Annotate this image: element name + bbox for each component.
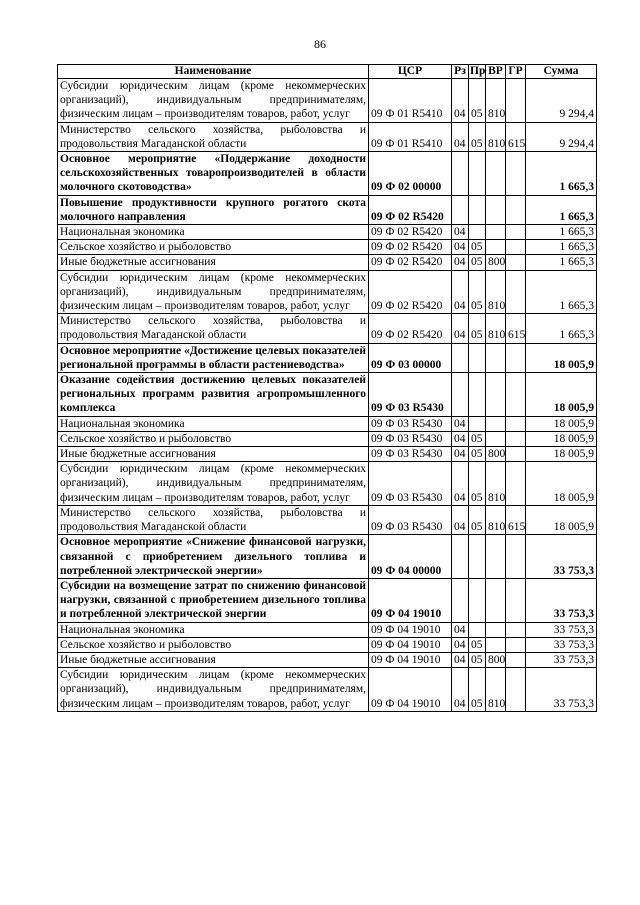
table-row	[58, 622, 597, 637]
row-name: Сельское хозяйство и рыболовство	[58, 240, 369, 255]
row-vr	[486, 637, 506, 652]
row-rz: 04	[452, 270, 469, 314]
table-row	[58, 122, 597, 151]
row-gr: 615	[506, 314, 526, 343]
row-name: Иные бюджетные ассигнования	[58, 652, 369, 667]
row-vr: 800	[486, 447, 506, 462]
row-name: Субсидии юридическим лицам (кроме некоммерческих организаций), индивидуальным предпринимателям, физическим лицам – производителям товаров, работ, услуг	[58, 79, 369, 123]
row-name: Национальная экономика	[58, 416, 369, 431]
row-pr: 05	[469, 270, 486, 314]
row-vr	[486, 225, 506, 240]
table-row	[58, 343, 597, 372]
row-csr: 09 Ф 03 00000	[369, 343, 452, 372]
row-rz	[452, 152, 469, 196]
row-sum: 33 753,3	[526, 637, 597, 652]
row-rz: 04	[452, 622, 469, 637]
table-row	[58, 240, 597, 255]
row-gr	[506, 270, 526, 314]
row-name: Субсидии юридическим лицам (кроме некоммерческих организаций), индивидуальным предпринимателям, физическим лицам – производителям товаров, работ, услуг	[58, 668, 369, 712]
row-vr	[486, 240, 506, 255]
row-csr: 09 Ф 04 19010	[369, 622, 452, 637]
row-pr	[469, 195, 486, 224]
row-name: Основное мероприятие «Достижение целевых показателей региональной программы в области растениеводства»	[58, 343, 369, 372]
row-rz	[452, 343, 469, 372]
row-rz: 04	[452, 431, 469, 446]
row-pr	[469, 416, 486, 431]
row-gr	[506, 622, 526, 637]
row-sum: 1 665,3	[526, 240, 597, 255]
row-csr: 09 Ф 04 19010	[369, 652, 452, 667]
row-sum: 18 005,9	[526, 447, 597, 462]
row-csr: 09 Ф 02 R5420	[369, 225, 452, 240]
row-rz	[452, 578, 469, 622]
row-gr	[506, 535, 526, 579]
row-pr: 05	[469, 431, 486, 446]
table-row	[58, 431, 597, 446]
row-vr	[486, 431, 506, 446]
row-gr	[506, 240, 526, 255]
header-pr: Пр	[470, 65, 486, 77]
row-name: Иные бюджетные ассигнования	[58, 447, 369, 462]
table-row	[58, 668, 597, 712]
table-header-row	[58, 65, 597, 79]
table-body	[58, 79, 597, 712]
row-vr	[486, 343, 506, 372]
row-vr: 810	[486, 505, 506, 534]
row-name: Субсидии на возмещение затрат по снижению финансовой нагрузки, связанной с приобретением дизельного топлива и потребленной электрической энергии	[58, 578, 369, 622]
row-sum: 1 665,3	[526, 314, 597, 343]
table-row	[58, 416, 597, 431]
row-csr: 09 Ф 03 R5430	[369, 431, 452, 446]
row-sum: 18 005,9	[526, 416, 597, 431]
row-sum: 9 294,4	[526, 122, 597, 151]
row-sum: 1 665,3	[526, 152, 597, 196]
row-pr: 05	[469, 79, 486, 123]
row-rz: 04	[452, 314, 469, 343]
row-vr: 800	[486, 255, 506, 270]
row-sum: 1 665,3	[526, 195, 597, 224]
row-rz	[452, 535, 469, 579]
row-pr: 05	[469, 505, 486, 534]
row-gr	[506, 416, 526, 431]
row-csr: 09 Ф 03 R5430	[369, 447, 452, 462]
row-name: Основное мероприятие «Поддержание доходности сельскохозяйственных товаропроизводителей в области молочного скотоводства»	[58, 152, 369, 196]
row-name: Национальная экономика	[58, 225, 369, 240]
row-sum: 1 665,3	[526, 270, 597, 314]
table-row	[58, 255, 597, 270]
row-pr	[469, 622, 486, 637]
row-sum: 9 294,4	[526, 79, 597, 123]
row-vr: 810	[486, 270, 506, 314]
row-gr	[506, 255, 526, 270]
row-rz	[452, 373, 469, 417]
row-pr: 05	[469, 637, 486, 652]
row-vr	[486, 416, 506, 431]
row-pr: 05	[469, 652, 486, 667]
table-row	[58, 314, 597, 343]
row-rz: 04	[452, 505, 469, 534]
row-rz: 04	[452, 79, 469, 123]
row-name: Министерство сельского хозяйства, рыболовства и продовольствия Магаданской области	[58, 314, 369, 343]
row-sum: 33 753,3	[526, 535, 597, 579]
row-sum: 33 753,3	[526, 668, 597, 712]
row-pr: 05	[469, 668, 486, 712]
table-row	[58, 535, 597, 579]
table-row	[58, 195, 597, 224]
row-pr	[469, 343, 486, 372]
row-sum: 18 005,9	[526, 462, 597, 506]
row-rz: 04	[452, 447, 469, 462]
row-rz: 04	[452, 462, 469, 506]
row-gr	[506, 447, 526, 462]
row-name: Основное мероприятие «Снижение финансовой нагрузки, связанной с приобретением дизельного топлива и потребленной электрической энергии»	[58, 535, 369, 579]
row-gr	[506, 578, 526, 622]
row-pr	[469, 225, 486, 240]
row-sum: 33 753,3	[526, 622, 597, 637]
row-vr: 810	[486, 668, 506, 712]
row-name: Министерство сельского хозяйства, рыболовства и продовольствия Магаданской области	[58, 122, 369, 151]
row-pr	[469, 373, 486, 417]
row-rz: 04	[452, 225, 469, 240]
row-pr	[469, 152, 486, 196]
row-rz: 04	[452, 122, 469, 151]
row-pr: 05	[469, 240, 486, 255]
row-rz: 04	[452, 637, 469, 652]
row-pr	[469, 578, 486, 622]
row-sum: 1 665,3	[526, 255, 597, 270]
row-gr	[506, 195, 526, 224]
table-row	[58, 373, 597, 417]
row-vr	[486, 622, 506, 637]
row-csr: 09 Ф 01 R5410	[369, 79, 452, 123]
row-csr: 09 Ф 04 19010	[369, 578, 452, 622]
row-gr	[506, 668, 526, 712]
table-row	[58, 505, 597, 534]
row-rz: 04	[452, 668, 469, 712]
row-vr: 810	[486, 462, 506, 506]
table-row	[58, 152, 597, 196]
budget-table	[57, 64, 597, 712]
table-row	[58, 578, 597, 622]
row-vr: 800	[486, 652, 506, 667]
row-pr: 05	[469, 314, 486, 343]
row-vr	[486, 578, 506, 622]
row-vr: 810	[486, 79, 506, 123]
row-name: Субсидии юридическим лицам (кроме некоммерческих организаций), индивидуальным предпринимателям, физическим лицам – производителям товаров, работ, услуг	[58, 270, 369, 314]
row-name: Сельское хозяйство и рыболовство	[58, 637, 369, 652]
row-name: Субсидии юридическим лицам (кроме некоммерческих организаций), индивидуальным предпринимателям, физическим лицам – производителям товаров, работ, услуг	[58, 462, 369, 506]
row-csr: 09 Ф 03 R5430	[369, 462, 452, 506]
row-pr: 05	[469, 447, 486, 462]
row-sum: 18 005,9	[526, 373, 597, 417]
page-number: 86	[314, 37, 326, 51]
row-gr: 615	[506, 505, 526, 534]
row-gr	[506, 152, 526, 196]
row-name: Повышение продуктивности крупного рогатого скота молочного направления	[58, 195, 369, 224]
header-sum: Сумма	[526, 65, 597, 79]
row-name: Оказание содействия достижению целевых показателей региональных программ развития агропромышленного комплекса	[58, 373, 369, 417]
row-gr	[506, 462, 526, 506]
row-vr	[486, 152, 506, 196]
row-vr	[486, 535, 506, 579]
row-gr	[506, 343, 526, 372]
row-csr: 09 Ф 03 R5430	[369, 505, 452, 534]
row-name: Министерство сельского хозяйства, рыболовства и продовольствия Магаданской области	[58, 505, 369, 534]
row-sum: 18 005,9	[526, 343, 597, 372]
row-pr: 05	[469, 255, 486, 270]
row-csr: 09 Ф 04 19010	[369, 668, 452, 712]
row-csr: 09 Ф 02 R5420	[369, 270, 452, 314]
row-gr: 615	[506, 122, 526, 151]
row-csr: 09 Ф 03 R5430	[369, 373, 452, 417]
row-sum: 18 005,9	[526, 505, 597, 534]
row-name: Сельское хозяйство и рыболовство	[58, 431, 369, 446]
row-rz: 04	[452, 652, 469, 667]
row-rz	[452, 195, 469, 224]
row-csr: 09 Ф 01 R5410	[369, 122, 452, 151]
header-gr: ГР	[506, 65, 526, 79]
row-gr	[506, 652, 526, 667]
table-row	[58, 225, 597, 240]
row-vr: 810	[486, 122, 506, 151]
row-vr: 810	[486, 314, 506, 343]
row-csr: 09 Ф 02 R5420	[369, 314, 452, 343]
row-gr	[506, 79, 526, 123]
row-gr	[506, 431, 526, 446]
row-csr: 09 Ф 02 R5420	[369, 255, 452, 270]
table-row	[58, 447, 597, 462]
row-rz: 04	[452, 255, 469, 270]
table-row	[58, 79, 597, 123]
header-vr: ВР	[486, 65, 506, 79]
row-csr: 09 Ф 02 R5420	[369, 240, 452, 255]
row-pr: 05	[469, 122, 486, 151]
row-name: Иные бюджетные ассигнования	[58, 255, 369, 270]
row-pr	[469, 535, 486, 579]
row-sum: 1 665,3	[526, 225, 597, 240]
row-vr	[486, 373, 506, 417]
table-row	[58, 462, 597, 506]
header-name: Наименование	[58, 65, 369, 79]
header-rz: Рз	[452, 65, 469, 79]
header-csr: ЦСР	[369, 65, 452, 79]
row-csr: 09 Ф 02 00000	[369, 152, 452, 196]
table-row	[58, 270, 597, 314]
row-sum: 33 753,3	[526, 652, 597, 667]
row-csr: 09 Ф 04 00000	[369, 535, 452, 579]
row-gr	[506, 637, 526, 652]
row-csr: 09 Ф 03 R5430	[369, 416, 452, 431]
row-rz: 04	[452, 240, 469, 255]
row-csr: 09 Ф 04 19010	[369, 637, 452, 652]
table-row	[58, 652, 597, 667]
row-rz: 04	[452, 416, 469, 431]
row-sum: 33 753,3	[526, 578, 597, 622]
row-gr	[506, 225, 526, 240]
row-vr	[486, 195, 506, 224]
row-name: Национальная экономика	[58, 622, 369, 637]
row-pr: 05	[469, 462, 486, 506]
row-sum: 18 005,9	[526, 431, 597, 446]
row-gr	[506, 373, 526, 417]
table-row	[58, 637, 597, 652]
row-csr: 09 Ф 02 R5420	[369, 195, 452, 224]
